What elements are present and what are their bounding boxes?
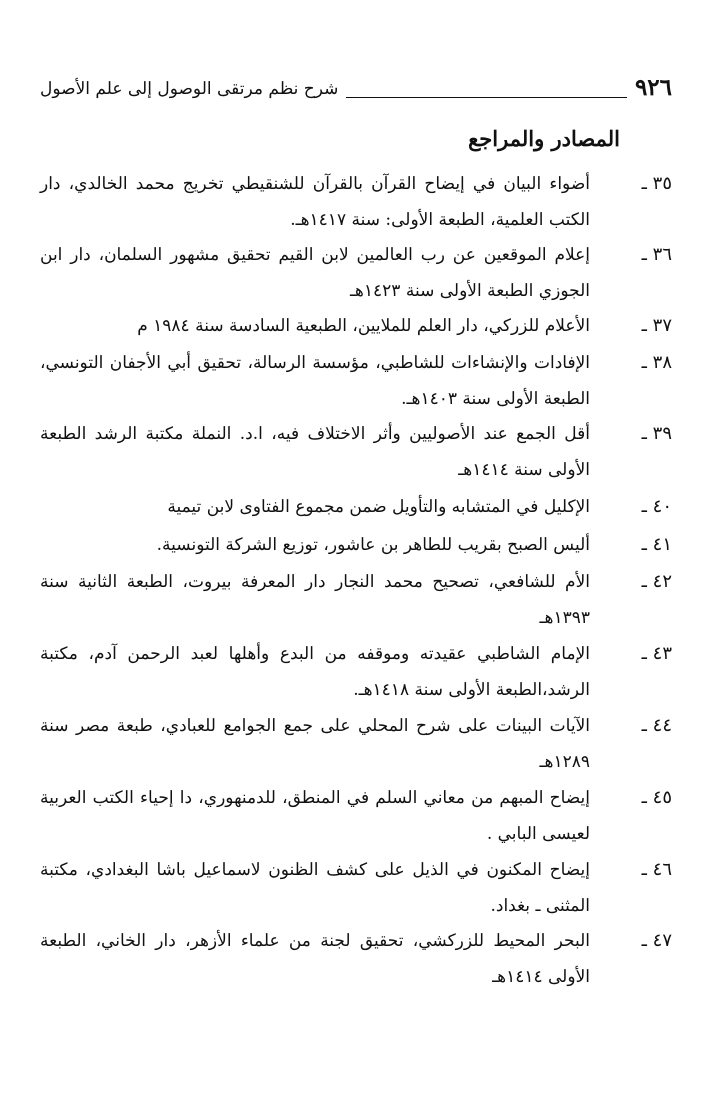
section-heading: المصادر والمراجع [468, 126, 620, 151]
entry-number: ٣٨ ـ [641, 352, 672, 373]
reference-entry [40, 308, 672, 344]
entry-text: الإكليل في المتشابه والتأويل ضمن مجموع الفتاوى لابن تيمية [167, 497, 590, 517]
reference-entry [40, 527, 672, 563]
reference-entry [40, 708, 672, 780]
entry-text: إيضاح المبهم من معاني السلم في المنطق، للدمنهوري، دا إحياء الكتب العربية لعيسى البابي . [40, 788, 590, 844]
entry-text: الآيات البينات على شرح المحلي على جمع الجوامع للعبادي، طبعة مصر سنة ١٢٨٩هـ [40, 716, 590, 772]
entry-number: ٣٦ ـ [641, 244, 672, 265]
entry-text: الأم للشافعي، تصحيح محمد النجار دار المعرفة بيروت، الطبعة الثانية سنة ١٣٩٣هـ [40, 572, 590, 628]
entry-text: الأعلام للزركي، دار العلم للملايين، الطبعية السادسة سنة ١٩٨٤ م [137, 316, 590, 336]
reference-entry [40, 416, 672, 488]
entry-text: إعلام الموقعين عن رب العالمين لابن القيم تحقيق مشهور السلمان، دار ابن الجوزي الطبعة الأولى سنة ١٤٢٣هـ [40, 245, 590, 301]
reference-entry [40, 852, 672, 924]
entry-number: ٤١ ـ [641, 534, 672, 555]
entry-number: ٣٩ ـ [641, 423, 672, 444]
entry-number: ٤٢ ـ [641, 571, 672, 592]
entry-number: ٣٧ ـ [641, 315, 672, 336]
reference-entry [40, 237, 672, 309]
header-rule [346, 97, 627, 98]
entry-text: البحر المحيط للزركشي، تحقيق لجنة من علماء الأزهر، دار الخاني، الطبعة الأولى ١٤١٤هـ [40, 931, 590, 987]
entry-text: أليس الصبح بقريب للطاهر بن عاشور، توزيع الشركة التونسية. [156, 535, 590, 555]
reference-entry [40, 923, 672, 995]
reference-entry [40, 780, 672, 852]
entry-text: أقل الجمع عند الأصوليين وأثر الاختلاف فيه، ا.د. النملة مكتبة الرشد الطبعة الأولى سنة ١٤١٤هـ [40, 424, 590, 480]
reference-entry [40, 489, 672, 525]
entry-number: ٤٤ ـ [641, 715, 672, 736]
entry-number: ٤٣ ـ [641, 643, 672, 664]
reference-entry [40, 166, 672, 238]
entry-text: الإمام الشاطبي عقيدته وموقفه من البدع وأهلها لعبد الرحمن آدم، مكتبة الرشد،الطبعة الأولى سنة ١٤١٨هـ. [40, 644, 590, 700]
page-number: ٩٢٦ [634, 74, 672, 101]
running-header [40, 72, 672, 104]
entry-number: ٣٥ ـ [641, 173, 672, 194]
entry-number: ٤٦ ـ [641, 859, 672, 880]
entry-number: ٤٠ ـ [641, 496, 672, 517]
entry-number: ٤٧ ـ [641, 930, 672, 951]
entry-text: أضواء البيان في إيضاح القرآن بالقرآن للشنقيطي تخريج محمد الخالدي، دار الكتب العلمية، الطبعة الأولى: سنة ١٤١٧هـ. [40, 174, 590, 230]
reference-entry [40, 636, 672, 708]
entry-text: إيضاح المكنون في الذيل على كشف الظنون لاسماعيل باشا البغدادي، مكتبة المثنى ـ بغداد. [40, 860, 590, 916]
entry-number: ٤٥ ـ [641, 787, 672, 808]
reference-entry [40, 564, 672, 636]
reference-entry [40, 345, 672, 417]
entry-text: الإفادات والإنشاءات للشاطبي، مؤسسة الرسالة، تحقيق أبي الأجفان التونسي، الطبعة الأولى سنة ١٤٠٣هـ. [40, 353, 590, 409]
running-title: شرح نظم مرتقى الوصول إلى علم الأصول [40, 79, 339, 99]
